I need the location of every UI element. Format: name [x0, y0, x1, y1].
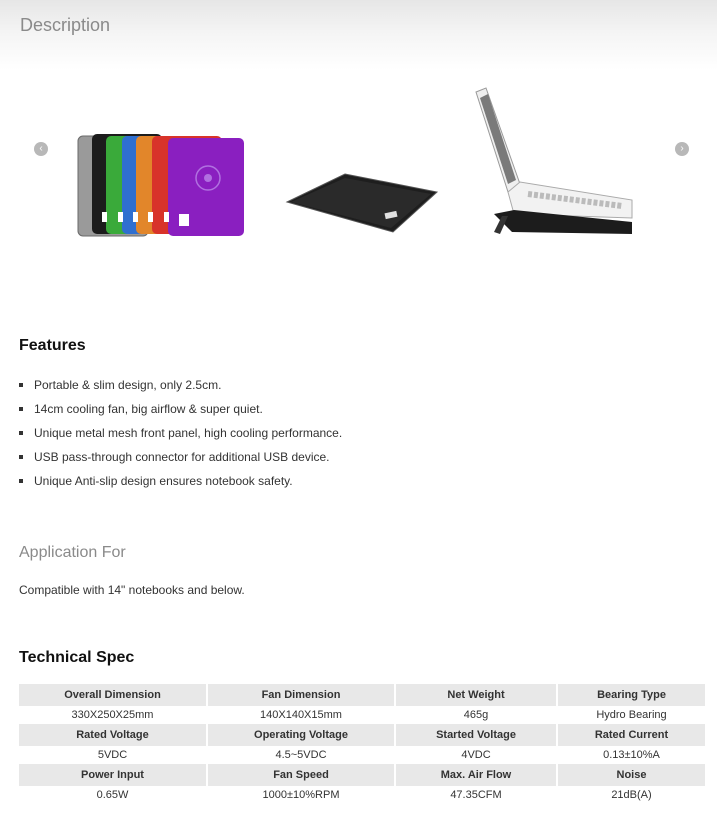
spec-value: 140X140X15mm — [207, 706, 395, 724]
description-header — [0, 0, 717, 70]
spec-label: Max. Air Flow — [395, 764, 557, 786]
feature-item: Unique metal mesh front panel, high cooling performance. — [19, 425, 342, 449]
spec-value-row — [19, 706, 705, 724]
spec-label: Bearing Type — [557, 684, 705, 706]
feature-item: 14cm cooling fan, big airflow & super quiet. — [19, 401, 342, 425]
spec-value: 47.35CFM — [395, 786, 557, 804]
spec-value: 4.5~5VDC — [207, 746, 395, 764]
spec-value: 465g — [395, 706, 557, 724]
spec-value: 5VDC — [19, 746, 207, 764]
spec-value: 330X250X25mm — [19, 706, 207, 724]
product-image-laptop-on-pad[interactable] — [472, 82, 640, 248]
product-carousel — [0, 78, 717, 258]
spec-label: Rated Voltage — [19, 724, 207, 746]
feature-item: USB pass-through connector for additional USB device. — [19, 449, 342, 473]
description-title: Description — [20, 15, 111, 35]
spec-header-row — [19, 764, 705, 786]
spec-value: 21dB(A) — [557, 786, 705, 804]
features-title: Features — [19, 337, 86, 354]
spec-value: 0.65W — [19, 786, 207, 804]
spec-label: Rated Current — [557, 724, 705, 746]
feature-item: Portable & slim design, only 2.5cm. — [19, 377, 342, 401]
carousel-next-icon[interactable]: › — [675, 142, 689, 156]
carousel-prev-icon[interactable]: ‹ — [34, 142, 48, 156]
spec-label: Started Voltage — [395, 724, 557, 746]
spec-label: Operating Voltage — [207, 724, 395, 746]
spec-value-row — [19, 786, 705, 804]
spec-label: Net Weight — [395, 684, 557, 706]
features-list — [19, 377, 342, 497]
spec-label: Overall Dimension — [19, 684, 207, 706]
spec-header-row — [19, 684, 705, 706]
spec-label: Fan Dimension — [207, 684, 395, 706]
technical-spec-title: Technical Spec — [19, 649, 135, 666]
application-text: Compatible with 14" notebooks and below. — [19, 583, 245, 597]
spec-value: 4VDC — [395, 746, 557, 764]
technical-spec-table — [19, 684, 705, 804]
application-title: Application For — [19, 544, 126, 561]
product-image-black-pad[interactable] — [285, 170, 440, 236]
spec-header-row — [19, 724, 705, 746]
product-image-color-pads[interactable] — [76, 130, 246, 242]
spec-value-row — [19, 746, 705, 764]
spec-value: 1000±10%RPM — [207, 786, 395, 804]
spec-label: Fan Speed — [207, 764, 395, 786]
spec-value: 0.13±10%A — [557, 746, 705, 764]
spec-value: Hydro Bearing — [557, 706, 705, 724]
spec-label: Noise — [557, 764, 705, 786]
spec-label: Power Input — [19, 764, 207, 786]
feature-item: Unique Anti-slip design ensures notebook safety. — [19, 473, 342, 497]
